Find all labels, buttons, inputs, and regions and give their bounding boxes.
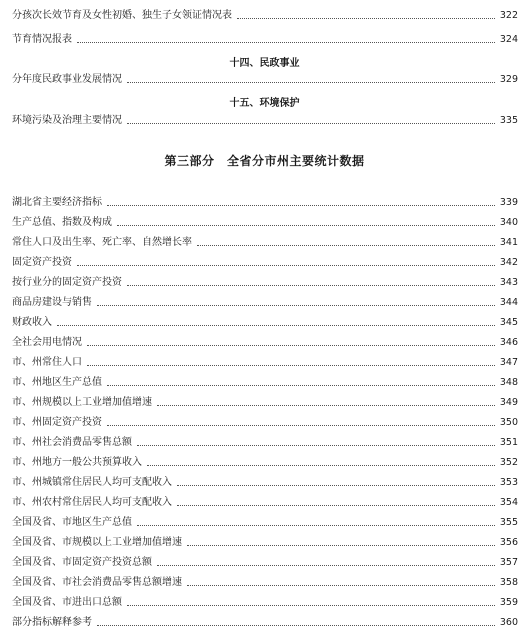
toc-entry[interactable] <box>12 194 518 212</box>
toc-leader-dots <box>97 624 495 626</box>
toc-entry[interactable] <box>12 474 518 492</box>
toc-page-number: 345 <box>499 317 518 328</box>
toc-entry[interactable] <box>12 534 518 552</box>
toc-page-number: 353 <box>499 477 518 488</box>
toc-leader-dots <box>127 122 495 124</box>
toc-page-number: 346 <box>499 337 518 348</box>
toc-leader-dots <box>87 364 495 366</box>
toc-entry[interactable] <box>12 354 518 372</box>
toc-entry-title: 节育情况报表 <box>12 34 72 45</box>
toc-entry-title: 全国及省、市地区生产总值 <box>12 517 132 528</box>
toc-entry-title: 市、州地区生产总值 <box>12 377 102 388</box>
toc-entry-title: 市、州农村常住居民人均可支配收入 <box>12 497 172 508</box>
toc-entry[interactable] <box>12 494 518 512</box>
toc-entry-title: 部分指标解释参考 <box>12 617 92 628</box>
toc-entry[interactable] <box>12 454 518 472</box>
toc-page-number: 344 <box>499 297 518 308</box>
toc-entry[interactable] <box>12 594 518 612</box>
toc-entry-title: 全国及省、市进出口总额 <box>12 597 122 608</box>
toc-entry-title: 全国及省、市固定资产投资总额 <box>12 557 152 568</box>
toc-leader-dots <box>127 81 495 83</box>
toc-page-number: 329 <box>499 74 518 85</box>
toc-entry[interactable] <box>12 214 518 232</box>
toc-entry-title: 市、州地方一般公共预算收入 <box>12 457 142 468</box>
toc-leader-dots <box>77 264 495 266</box>
toc-leader-dots <box>157 404 495 406</box>
toc-page-number: 356 <box>499 537 518 548</box>
toc-leader-dots <box>237 17 495 19</box>
toc-leader-dots <box>197 244 495 246</box>
toc-entry-title: 全国及省、市社会消费品零售总额增速 <box>12 577 182 588</box>
toc-page-number: 342 <box>499 257 518 268</box>
toc-page-number: 339 <box>499 197 518 208</box>
toc-page-number: 359 <box>499 597 518 608</box>
toc-entry[interactable] <box>12 614 518 632</box>
toc-entry-title: 分年度民政事业发展情况 <box>12 74 122 85</box>
section-heading: 十四、民政事业 <box>229 58 300 69</box>
toc-entry-title: 全国及省、市规模以上工业增加值增速 <box>12 537 182 548</box>
toc-leader-dots <box>127 604 495 606</box>
toc-entry-title: 市、州规模以上工业增加值增速 <box>12 397 152 408</box>
toc-entry[interactable] <box>12 554 518 572</box>
toc-entry[interactable] <box>12 254 518 272</box>
toc-entry[interactable] <box>12 71 518 89</box>
toc-entry-title: 固定资产投资 <box>12 257 72 268</box>
toc-leader-dots <box>127 284 495 286</box>
toc-leader-dots <box>137 444 495 446</box>
toc-page-number: 350 <box>499 417 518 428</box>
toc-entry-title: 分孩次长效节育及女性初婚、独生子女领证情况表 <box>12 10 232 21</box>
toc-entry[interactable] <box>12 294 518 312</box>
toc-entry[interactable] <box>12 31 518 49</box>
toc-page-number: 354 <box>499 497 518 508</box>
toc-entry[interactable] <box>12 514 518 532</box>
toc-entry[interactable] <box>12 234 518 252</box>
toc-entry[interactable] <box>12 394 518 412</box>
toc-leader-dots <box>57 324 495 326</box>
toc-page-number: 340 <box>499 217 518 228</box>
toc-leader-dots <box>157 564 495 566</box>
toc-entry[interactable] <box>12 7 518 25</box>
toc-leader-dots <box>117 224 495 226</box>
toc-page-number: 324 <box>499 34 518 45</box>
toc-entry-title: 按行业分的固定资产投资 <box>12 277 122 288</box>
toc-entry[interactable] <box>12 112 518 130</box>
toc-entry-title: 财政收入 <box>12 317 52 328</box>
toc-entry-title: 市、州城镇常住居民人均可支配收入 <box>12 477 172 488</box>
toc-page-number: 358 <box>499 577 518 588</box>
toc-entry-title: 商品房建设与销售 <box>12 297 92 308</box>
toc-entry-title: 湖北省主要经济指标 <box>12 197 102 208</box>
toc-page-number: 348 <box>499 377 518 388</box>
toc-leader-dots <box>107 384 495 386</box>
toc-leader-dots <box>177 484 495 486</box>
toc-page-number: 343 <box>499 277 518 288</box>
toc-page-number: 335 <box>499 115 518 126</box>
toc-page-number: 322 <box>499 10 518 21</box>
toc-entry[interactable] <box>12 334 518 352</box>
toc-page-number: 347 <box>499 357 518 368</box>
toc-entry[interactable] <box>12 274 518 292</box>
toc-entry[interactable] <box>12 374 518 392</box>
toc-leader-dots <box>177 504 495 506</box>
toc-leader-dots <box>187 544 495 546</box>
section-heading: 十五、环境保护 <box>229 98 300 109</box>
toc-entry-title: 全社会用电情况 <box>12 337 82 348</box>
toc-leader-dots <box>87 344 495 346</box>
toc-leader-dots <box>137 524 495 526</box>
toc-page-number: 351 <box>499 437 518 448</box>
part-title: 第三部分 全省分市州主要统计数据 <box>164 154 365 168</box>
toc-entry[interactable] <box>12 414 518 432</box>
toc-page-number: 349 <box>499 397 518 408</box>
toc-leader-dots <box>77 41 495 43</box>
toc-leader-dots <box>147 464 495 466</box>
toc-leader-dots <box>107 424 495 426</box>
toc-entry-title: 市、州固定资产投资 <box>12 417 102 428</box>
toc-page-number: 352 <box>499 457 518 468</box>
toc-page-number: 357 <box>499 557 518 568</box>
toc-entry-title: 生产总值、指数及构成 <box>12 217 112 228</box>
toc-page-number: 355 <box>499 517 518 528</box>
toc-entry-title: 环境污染及治理主要情况 <box>12 115 122 126</box>
toc-entry[interactable] <box>12 434 518 452</box>
toc-entry-title: 市、州常住人口 <box>12 357 82 368</box>
toc-page-number: 360 <box>499 617 518 628</box>
toc-entry[interactable] <box>12 574 518 592</box>
toc-leader-dots <box>187 584 495 586</box>
toc-entry[interactable] <box>12 314 518 332</box>
toc-entry-title: 市、州社会消费品零售总额 <box>12 437 132 448</box>
toc-entry-title: 常住人口及出生率、死亡率、自然增长率 <box>12 237 192 248</box>
toc-page-number: 341 <box>499 237 518 248</box>
toc-leader-dots <box>97 304 495 306</box>
toc-leader-dots <box>107 204 495 206</box>
